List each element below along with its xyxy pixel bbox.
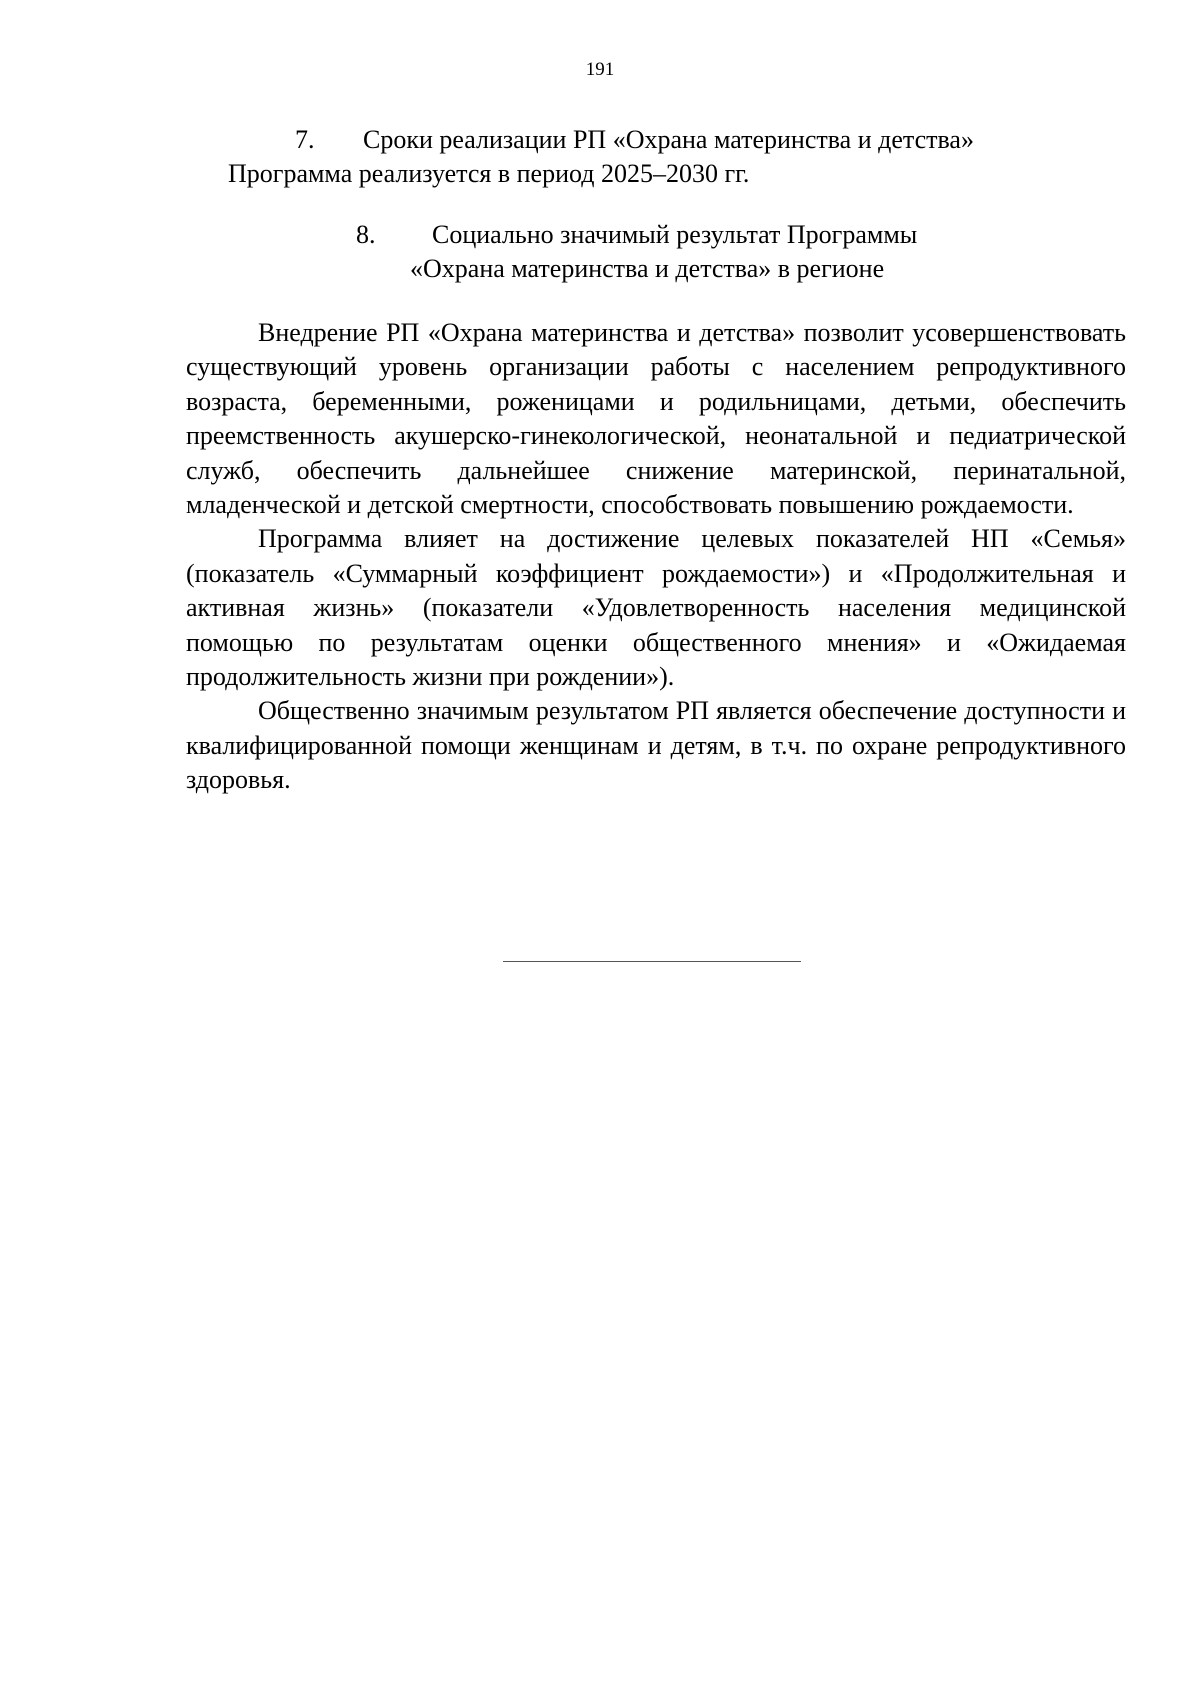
section-7-heading <box>295 124 974 156</box>
section-8-title-line-2: «Охрана материнства и детства» в регионе <box>410 254 885 283</box>
section-8-heading <box>356 218 917 252</box>
section-8-number: 8. <box>356 220 376 249</box>
section-8-body <box>186 316 1126 798</box>
section-7-number: 7. <box>295 125 315 154</box>
paragraph-targets: Программа влияет на достижение целевых показателей НП «Семья» (показатель «Суммарный коэффициент рождаемости») и «Продолжительная и активная жизнь» (показатели «Удовлетворенность населения медицинской помощью по результатам оценки общественного мнения» и «Ожидаемая продолжительность жизни при рождении»). <box>186 524 1126 692</box>
end-divider-line <box>503 961 801 962</box>
section-7-title: Сроки реализации РП «Охрана материнства и детства» <box>363 125 974 154</box>
section-7-text: Программа реализуется в период 2025–2030 гг. <box>228 159 750 188</box>
page-number: 191 <box>585 59 615 80</box>
paragraph-implementation: Внедрение РП «Охрана материнства и детства» позволит усовершенствовать существующий уровень организации работы с населением репродуктивного возраста, беременными, роженицами и родильницами, детьми, обеспечить преемственность акушерско-гинекологической, неонатальной и педиатрической служб, обеспечить дальнейшее снижение материнской, перинатальной, младенческой и детской смертности, способствовать повышению рождаемости. <box>186 318 1126 520</box>
section-8-title-line-1: Социально значимый результат Программы <box>432 220 918 249</box>
paragraph-result: Общественно значимым результатом РП является обеспечение доступности и квалифицированной помощи женщинам и детям, в т.ч. по охране репродуктивного здоровья. <box>186 696 1126 795</box>
